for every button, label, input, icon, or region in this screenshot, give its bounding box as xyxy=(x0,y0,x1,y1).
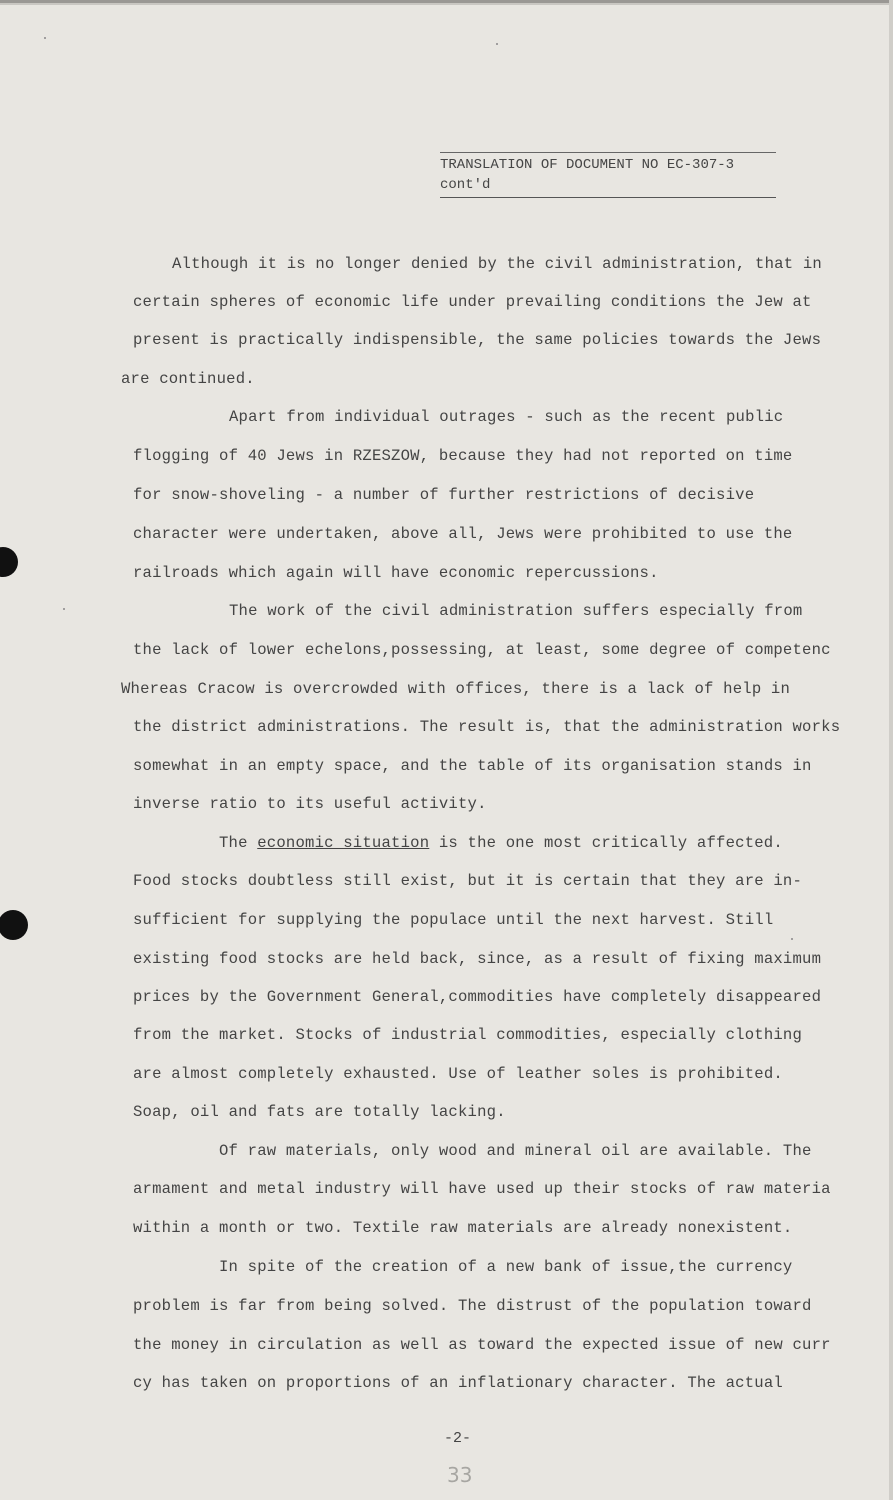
text-line: The work of the civil administration suffers especially from xyxy=(229,602,803,620)
text-line: are continued. xyxy=(121,370,255,388)
document-title: TRANSLATION OF DOCUMENT NO EC-307-3 xyxy=(440,157,735,173)
text-line: Whereas Cracow is overcrowded with offices, there is a lack of help in xyxy=(121,680,791,698)
text-line: the money in circulation as well as toward the expected issue of new curr xyxy=(133,1336,831,1354)
text-line: existing food stocks are held back, since, as a result of fixing maximum xyxy=(133,950,822,968)
punch-hole-lower xyxy=(0,910,28,940)
text-line: Food stocks doubtless still exist, but it is certain that they are in- xyxy=(133,872,803,890)
text-line: flogging of 40 Jews in RZESZOW, because they had not reported on time xyxy=(133,447,793,465)
document-header xyxy=(440,152,776,198)
text-fragment: The xyxy=(219,834,258,852)
paper-speck xyxy=(63,608,65,610)
text-line: the lack of lower echelons,possessing, at least, some degree of competenc xyxy=(133,641,831,659)
text-line: character were undertaken, above all, Jews were prohibited to use the xyxy=(133,525,793,543)
handwritten-page-stamp: 33 xyxy=(447,1463,473,1487)
text-line: within a month or two. Textile raw materials are already nonexistent. xyxy=(133,1219,793,1237)
text-line: armament and metal industry will have used up their stocks of raw materia xyxy=(133,1180,831,1198)
text-line: certain spheres of economic life under prevailing conditions the Jew at xyxy=(133,293,812,311)
underlined-phrase: economic situation xyxy=(257,834,430,852)
text-line: are almost completely exhausted. Use of leather soles is prohibited. xyxy=(133,1065,783,1083)
text-line: Apart from individual outrages - such as the recent public xyxy=(229,408,784,426)
continued-label: cont'd xyxy=(440,175,776,198)
text-line: Although it is no longer denied by the civil administration, that in xyxy=(172,255,822,273)
text-line: from the market. Stocks of industrial commodities, especially clothing xyxy=(133,1026,803,1044)
paper-speck xyxy=(44,37,46,39)
header-top-rule xyxy=(440,152,776,153)
text-line: cy has taken on proportions of an inflationary character. The actual xyxy=(133,1374,783,1392)
text-line: prices by the Government General,commodities have completely disappeared xyxy=(133,988,822,1006)
text-line: for snow-shoveling - a number of further restrictions of decisive xyxy=(133,486,755,504)
text-line: Of raw materials, only wood and mineral oil are available. The xyxy=(219,1142,812,1160)
paper-speck xyxy=(496,43,498,45)
page-number: -2- xyxy=(444,1430,472,1447)
text-line: In spite of the creation of a new bank of issue,the currency xyxy=(219,1258,793,1276)
text-line: the district administrations. The result is, that the administration works xyxy=(133,718,841,736)
paper-top-shadow xyxy=(0,3,893,5)
text-line: somewhat in an empty space, and the table of its organisation stands in xyxy=(133,757,812,775)
text-line: inverse ratio to its useful activity. xyxy=(133,795,487,813)
text-line: railroads which again will have economic repercussions. xyxy=(133,564,659,582)
paper-right-edge xyxy=(889,0,893,1500)
text-line: sufficient for supplying the populace until the next harvest. Still xyxy=(133,911,774,929)
paper-speck xyxy=(791,938,793,940)
text-line-economic xyxy=(219,834,783,852)
text-line: problem is far from being solved. The distrust of the population toward xyxy=(133,1297,812,1315)
text-fragment: is the one most critically affected. xyxy=(429,834,783,852)
text-line: Soap, oil and fats are totally lacking. xyxy=(133,1103,506,1121)
text-line: present is practically indispensible, the same policies towards the Jews xyxy=(133,331,822,349)
punch-hole-upper xyxy=(0,547,18,577)
